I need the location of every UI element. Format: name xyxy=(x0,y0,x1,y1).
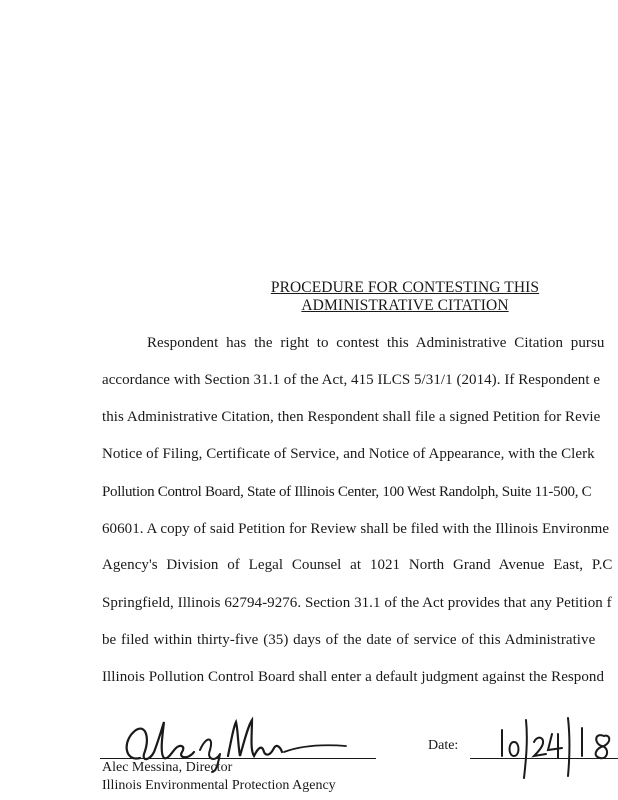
body-line-5: Pollution Control Board, State of Illinois Center, 100 West Randolph, Suite 11-500, C xyxy=(102,484,592,500)
body-line-1: Respondent has the right to contest this Administrative Citation pursu xyxy=(147,335,605,351)
body-line-4: Notice of Filing, Certificate of Service, and Notice of Appearance, with the Clerk xyxy=(102,446,595,462)
body-line-3: this Administrative Citation, then Respondent shall file a signed Petition for Revie xyxy=(102,409,601,425)
signatory-agency: Illinois Environmental Protection Agency xyxy=(102,778,336,793)
heading-line-2: ADMINISTRATIVE CITATION xyxy=(301,297,509,314)
body-line-6: 60601. A copy of said Petition for Review shall be filed with the Illinois Environme xyxy=(102,521,610,537)
body-line-10: Illinois Pollution Control Board shall enter a default judgment against the Respond xyxy=(102,669,604,685)
handwritten-date xyxy=(490,712,618,782)
body-line-7: Agency's Division of Legal Counsel at 1021 North Grand Avenue East, P.C xyxy=(102,557,613,573)
body-line-8: Springfield, Illinois 62794-9276. Section 31.1 of the Act provides that any Petition f xyxy=(102,595,612,611)
date-label: Date: xyxy=(428,738,459,753)
body-line-2: accordance with Section 31.1 of the Act, 415 ILCS 5/31/1 (2014). If Respondent e xyxy=(102,372,601,388)
body-line-9: be filed within thirty-five (35) days of the date of service of this Administrative xyxy=(102,632,596,648)
heading-line-1: PROCEDURE FOR CONTESTING THIS xyxy=(270,279,540,296)
signature-line xyxy=(100,758,376,759)
signatory-name: Alec Messina, Director xyxy=(102,760,233,775)
